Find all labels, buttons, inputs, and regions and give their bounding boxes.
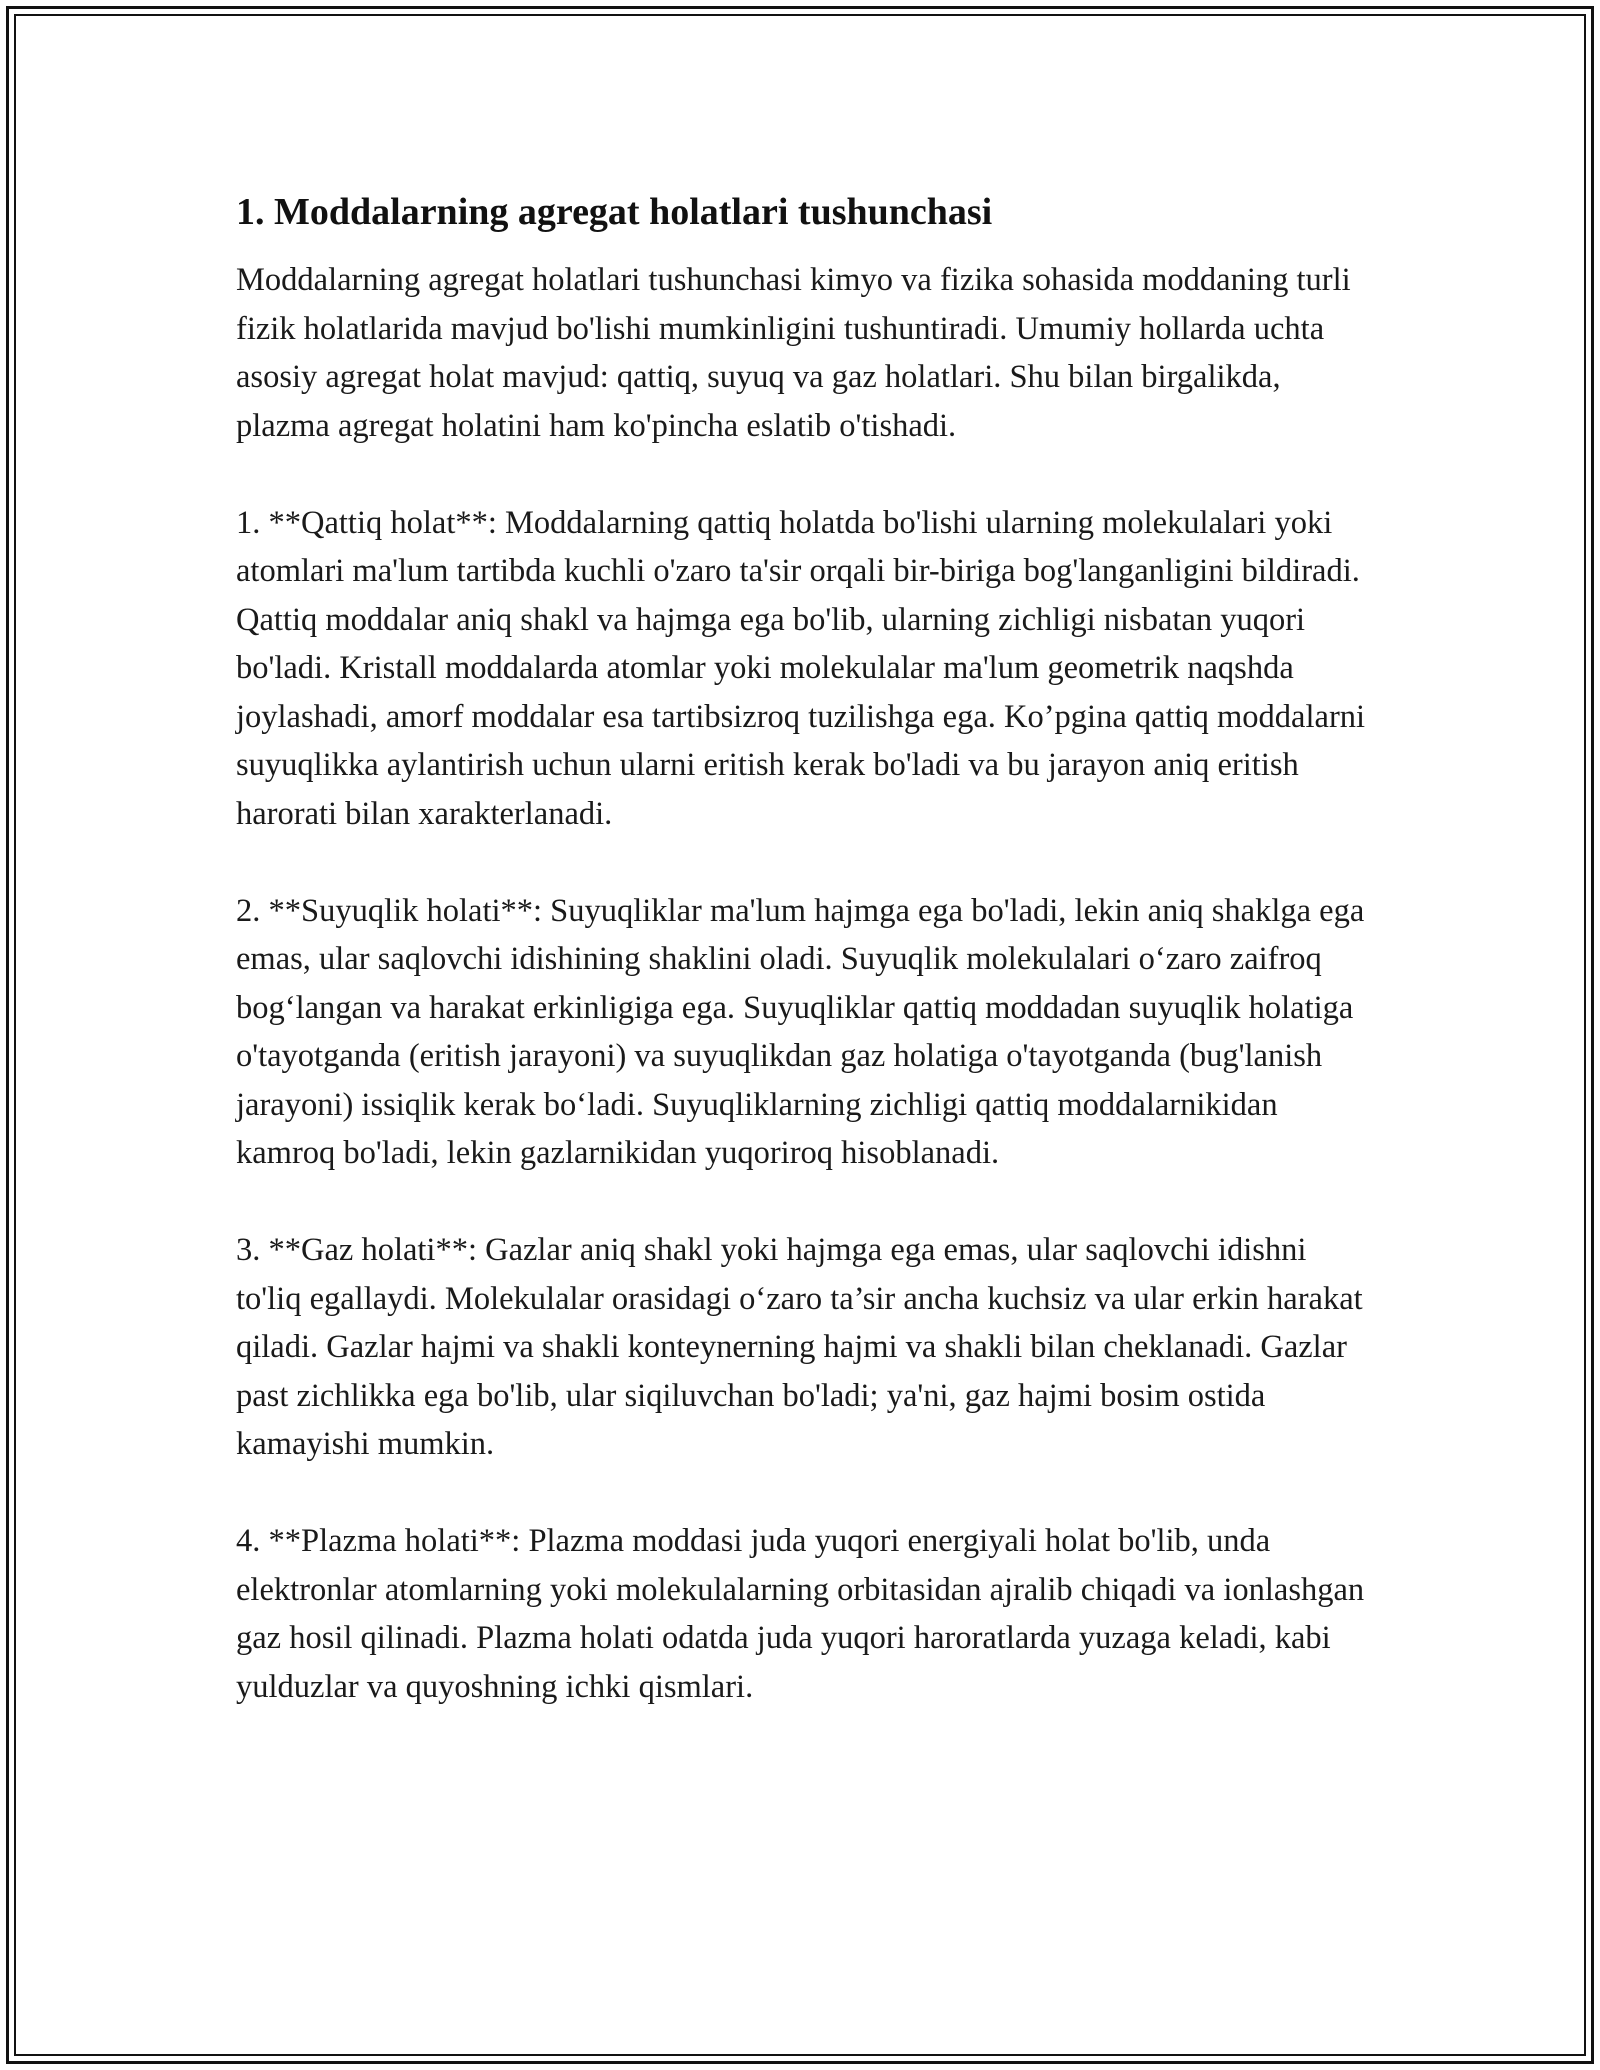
- liquid-state-paragraph: 2. **Suyuqlik holati**: Suyuqliklar ma'lum hajmga ega bo'ladi, lekin aniq shaklga ega emas, ular saqlovchi idishining shaklini oladi. Suyuqlik molekulalari o‘zaro zaifroq bog‘langan va harakat erkinligiga ega. Suyuqliklar qattiq moddadan suyuqlik holatiga o'tayotganda (eritish jarayoni) va suyuqlikdan gaz holatiga o'tayotganda (bug'lanish jarayoni) issiqlik kerak bo‘ladi. Suyuqliklarning zichligi qattiq moddalarnikidan kamroq bo'ladi, lekin gazlarnikidan yuqoriroq hisoblanadi.: [236, 892, 1365, 1171]
- intro-paragraph: Moddalarning agregat holatlari tushunchasi kimyo va fizika sohasida moddaning turli fizik holatlarida mavjud bo'lishi mumkinligini tushuntiradi. Umumiy hollarda uchta asosiy agregat holat mavjud: qattiq, suyuq va gaz holatlari. Shu bilan birgalikda, plazma agregat holatini ham ko'pincha eslatib o'tishadi.: [236, 262, 1351, 444]
- gas-state-paragraph: 3. **Gaz holati**: Gazlar aniq shakl yoki hajmga ega emas, ular saqlovchi idishni to'liq egallaydi. Molekulalar orasidagi o‘zaro ta’sir ancha kuchsiz va ular erkin harakat qiladi. Gazlar hajmi va shakli konteynerning hajmi va shakli bilan cheklanadi. Gazlar past zichlikka ega bo'lib, ular siqiluvchan bo'ladi; ya'ni, gaz hajmi bosim ostida kamayishi mumkin.: [236, 1232, 1363, 1462]
- document-body: [236, 186, 1366, 1760]
- plasma-state-paragraph: 4. **Plazma holati**: Plazma moddasi juda yuqori energiyali holat bo'lib, unda elektronlar atomlarning yoki molekulalarning orbitasidan ajralib chiqadi va ionlashgan gaz hosil qilinadi. Plazma holati odatda juda yuqori haroratlarda yuzaga keladi, kabi yulduzlar va quyoshning ichki qismlari.: [236, 1523, 1365, 1705]
- solid-state-paragraph: 1. **Qattiq holat**: Moddalarning qattiq holatda bo'lishi ularning molekulalari yoki atomlari ma'lum tartibda kuchli o'zaro ta'sir orqali bir-biriga bog'langanligini bildiradi. Qattiq moddalar aniq shakl va hajmga ega bo'lib, ularning zichligi nisbatan yuqori bo'ladi. Kristall moddalarda atomlar yoki molekulalar ma'lum geometrik naqshda joylashadi, amorf moddalar esa tartibsizroq tuzilishga ega. Ko’pgina qattiq moddalarni suyuqlikka aylantirish uchun ularni eritish kerak bo'ladi va bu jarayon aniq eritish harorati bilan xarakterlanadi.: [236, 504, 1366, 832]
- section-heading: 1. Moddalarning agregat holatlari tushunchasi: [236, 191, 993, 233]
